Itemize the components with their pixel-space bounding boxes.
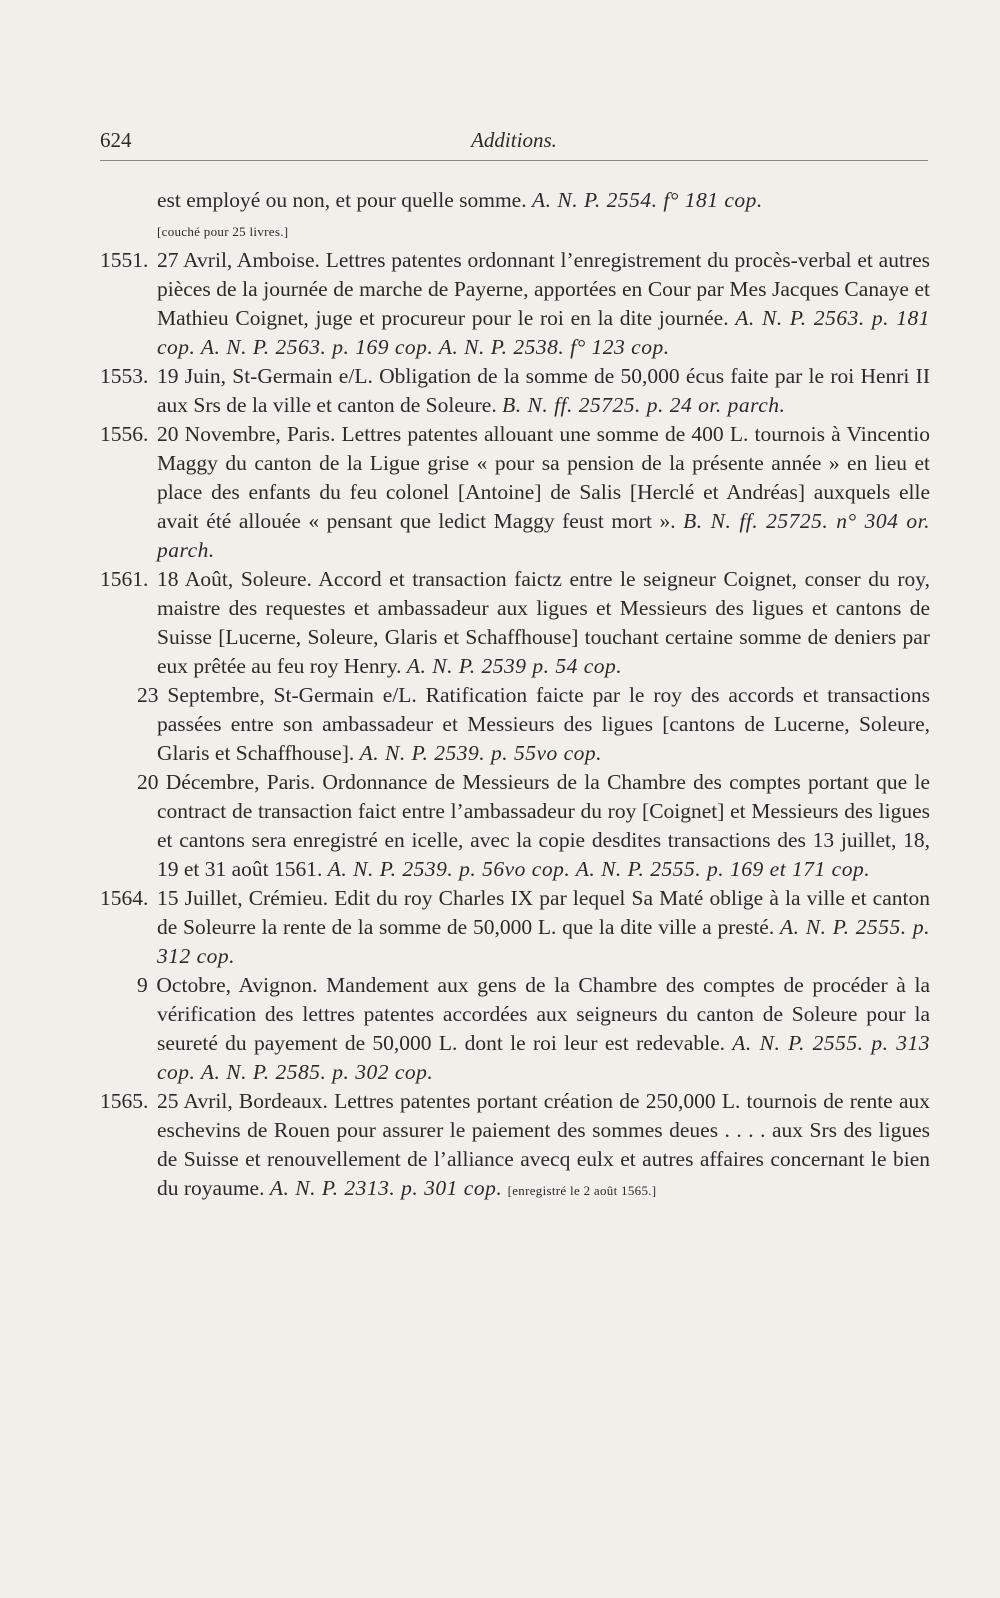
entry-year: 1565.	[100, 1089, 149, 1113]
entry-text: 20 Décembre, Paris. Ordonnance de Messieurs de la Chambre des comptes portant que le contract de transaction faict entre l’ambassadeur du roy [Coignet] et Messieurs des ligues et cantons sera enregistré en icelle, avec la copie desdites transactions des 13 juillet, 18, 19 et 31 août 1561.	[137, 770, 930, 881]
entry-year: 1564.	[100, 886, 149, 910]
archive-reference: A. N. P. 2555. p. 312 cop.	[157, 915, 930, 968]
entry-year: 1553.	[100, 364, 149, 388]
entry-text: 19 Juin, St-Germain e/L. Obligation de la somme de 50,000 écus faite par le roi Henri II aux Srs de la ville et canton de Soleure.	[157, 364, 930, 417]
entry-text: 25 Avril, Bordeaux. Lettres patentes portant création de 250,000 L. tournois de rente aux eschevins de Rouen pour assurer le paiement des sommes deues . . . . aux Srs des ligues de Suisse et renouvellement de l’alliance avecq eulx et autres affaires concernant le bien du royaume.	[157, 1089, 930, 1200]
page-number: 624	[100, 128, 132, 152]
entry-1564	[100, 884, 930, 971]
entry-year: 1556.	[100, 422, 149, 446]
entry-text: 9 Octobre, Avignon. Mandement aux gens de la Chambre des comptes de procéder à la vérification des lettres patentes accordées aux seigneurs du canton de Soleure pour la seureté du payement de 50,000 L. dont le roi leur est redevable.	[137, 973, 930, 1055]
entry-text: 18 Août, Soleure. Accord et transaction faictz entre le seigneur Coignet, conser du roy, maistre des requestes et ambassadeur aux ligues et Messieurs des ligues et cantons de Suisse [Lucerne, Soleure, Glaris et Schaffhouse] touchant certaine somme de deniers par eux prêtée au feu roy Henry.	[157, 567, 930, 678]
running-title: Additions.	[471, 128, 557, 152]
archive-reference: A. N. P. 2555. p. 313 cop. A. N. P. 2585. p. 302 cop.	[157, 1031, 930, 1084]
entry-continuation	[100, 186, 930, 246]
entry-1561	[100, 565, 930, 681]
archive-reference: A. N. P. 2539. p. 56vo cop. A. N. P. 2555. p. 169 et 171 cop.	[327, 857, 871, 881]
archive-reference: A. N. P. 2313. p. 301 cop.	[269, 1176, 503, 1200]
entry-1556	[100, 420, 930, 565]
entry-text: 27 Avril, Amboise. Lettres patentes ordonnant l’enregistrement du procès-verbal et autres pièces de la journée de marche de Payerne, apportées en Cour par Mes Jacques Canaye et Mathieu Coignet, juge et procureur pour le roi en la dite journée.	[157, 248, 930, 330]
entry-text: 15 Juillet, Crémieu. Edit du roy Charles IX par lequel Sa Maté oblige à la ville et canton de Soleurre la rente de la somme de 50,000 L. que la dite ville a presté.	[157, 886, 930, 939]
page-header	[100, 128, 928, 161]
archive-reference: A. N. P. 2554. f° 181 cop.	[531, 188, 763, 212]
entry-1561-september	[100, 681, 930, 768]
entry-1564-october	[100, 971, 930, 1087]
entry-1551	[100, 246, 930, 362]
entry-year: 1561.	[100, 567, 149, 591]
archive-reference: B. N. ff. 25725. n° 304 or. parch.	[157, 509, 930, 562]
entry-text: 23 Septembre, St-Germain e/L. Ratification faicte par le roy des accords et transactions passées entre son ambassadeur et Messieurs des ligues [cantons de Lucerne, Soleure, Glaris et Schaffhouse].	[137, 683, 930, 765]
archive-reference: A. N. P. 2539. p. 55vo cop.	[359, 741, 603, 765]
entry-1565	[100, 1087, 930, 1205]
entry-note: [enregistré le 2 août 1565.]	[507, 1183, 657, 1198]
entry-text: est employé ou non, et pour quelle somme.	[157, 188, 527, 212]
archive-reference: B. N. ff. 25725. p. 24 or. parch.	[502, 393, 786, 417]
entry-note: [couché pour 25 livres.]	[157, 224, 289, 239]
archive-reference: A. N. P. 2539 p. 54 cop.	[406, 654, 623, 678]
entry-year: 1551.	[100, 248, 149, 272]
archive-reference: A. N. P. 2563. p. 181 cop. A. N. P. 2563. p. 169 cop. A. N. P. 2538. f° 123 cop.	[157, 306, 930, 359]
entry-1553	[100, 362, 930, 420]
page-body	[100, 186, 930, 1205]
entry-1561-december	[100, 768, 930, 884]
entry-text: 20 Novembre, Paris. Lettres patentes allouant une somme de 400 L. tournois à Vincentio Maggy du canton de la Ligue grise « pour sa pension de la présente année » en lieu et place des enfants du feu colonel [Antoine] de Salis [Herclé et Andréas] auxquels elle avait été allouée « pensant que ledict Maggy feust mort ».	[157, 422, 930, 533]
